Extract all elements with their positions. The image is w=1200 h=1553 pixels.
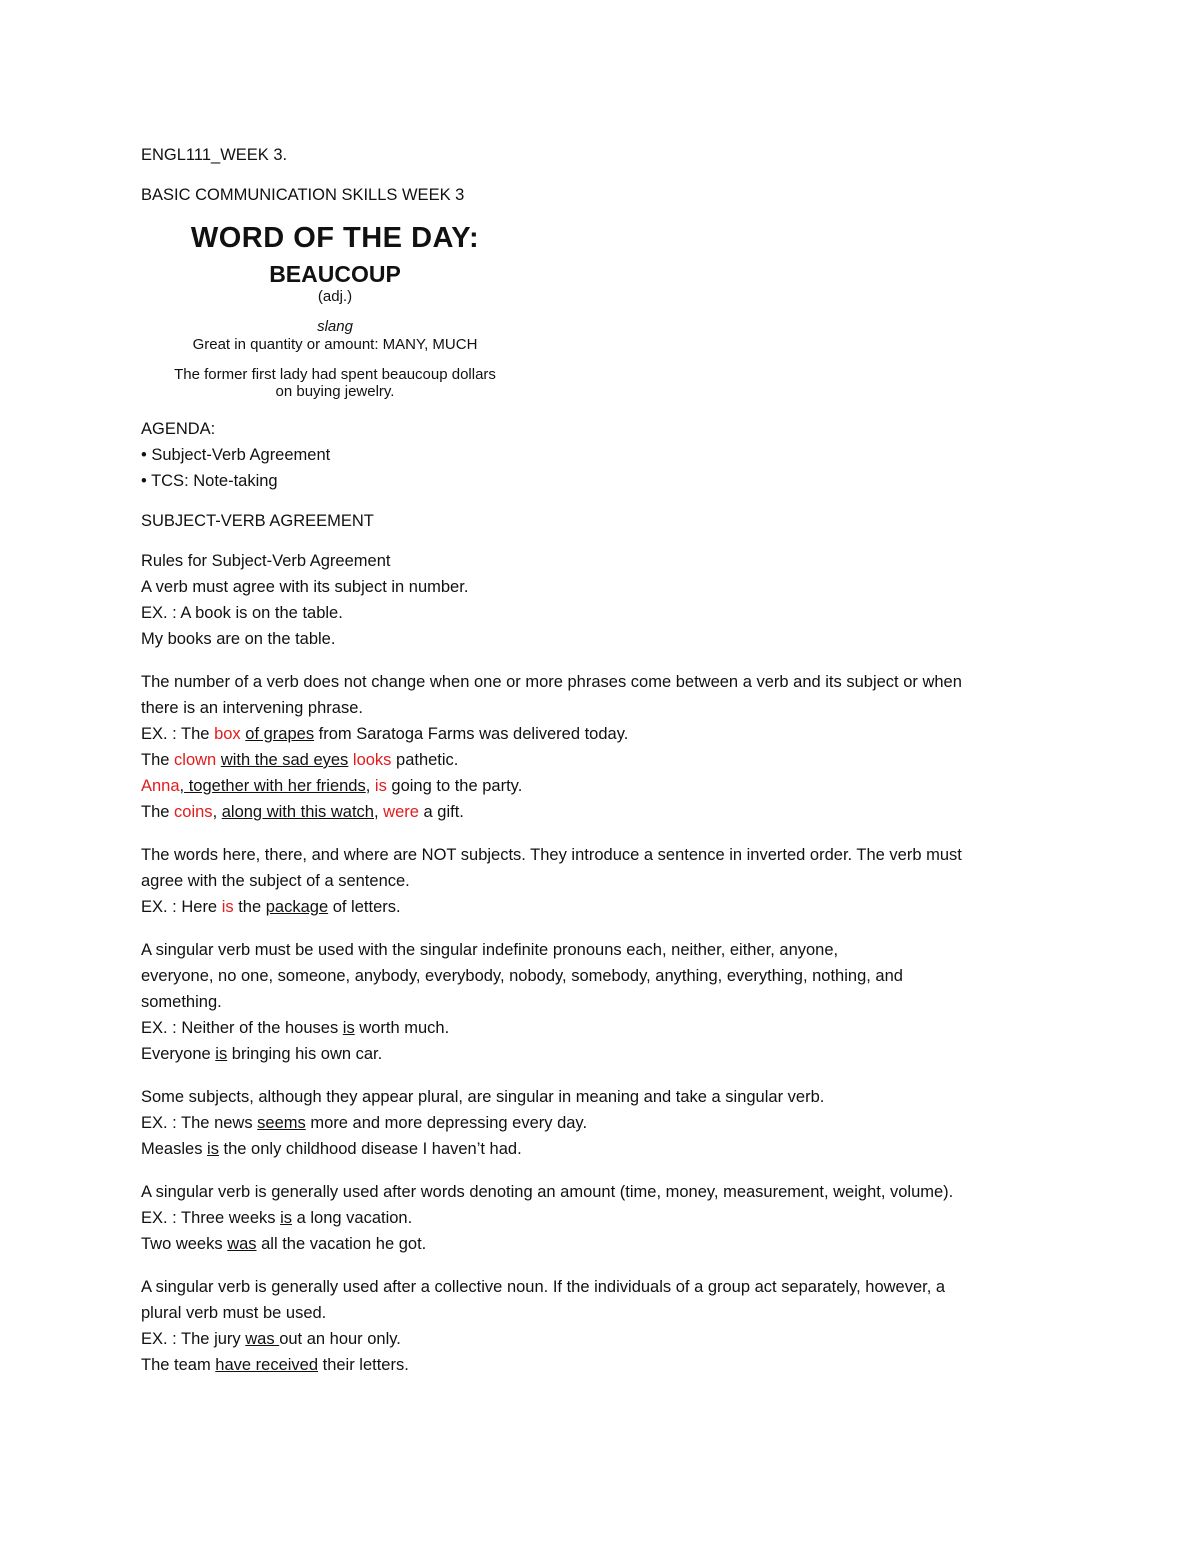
wotd-register: slang <box>317 318 353 335</box>
rule3-text: The words here, there, and where are NOT subjects. They introduce a sentence in inverted order. The verb must <box>141 846 962 864</box>
rule2-example: Anna, together with her friends, is going to the party. <box>141 777 523 795</box>
rule3-text: agree with the subject of a sentence. <box>141 872 410 890</box>
rule6-example: Two weeks was all the vacation he got. <box>141 1235 427 1253</box>
doc-subtitle: BASIC COMMUNICATION SKILLS WEEK 3 <box>141 186 465 204</box>
agenda-item: • Subject-Verb Agreement <box>141 446 331 464</box>
wotd-heading: WORD OF THE DAY: <box>190 222 480 254</box>
rules-heading: Rules for Subject-Verb Agreement <box>141 552 391 570</box>
rule2-text: The number of a verb does not change when one or more phrases come between a verb and its subject or when <box>141 673 962 691</box>
rule2-example: The coins, along with this watch, were a gift. <box>141 803 464 821</box>
wotd-example-line2: on buying jewelry. <box>275 383 395 400</box>
rule2-example: EX. : The box of grapes from Saratoga Farms was delivered today. <box>141 725 629 743</box>
rule7-example: The team have received their letters. <box>141 1356 409 1374</box>
rule4-example: EX. : Neither of the houses is worth much. <box>141 1019 450 1037</box>
rule3-example: EX. : Here is the package of letters. <box>141 898 401 916</box>
doc-title: ENGL111_WEEK 3. <box>141 146 288 164</box>
wotd-example-line1: The former first lady had spent beaucoup dollars <box>174 366 496 383</box>
word-of-the-day-graphic <box>145 220 525 400</box>
rule2-example: The clown with the sad eyes looks pathetic. <box>141 751 459 769</box>
wotd-word: BEAUCOUP <box>269 261 401 287</box>
agenda-item: • TCS: Note-taking <box>141 472 278 490</box>
rule1-example: EX. : A book is on the table. <box>141 604 343 622</box>
rule4-text: something. <box>141 993 222 1011</box>
rule4-text: A singular verb must be used with the singular indefinite pronouns each, neither, either, anyone, <box>141 941 839 959</box>
rule6-example: EX. : Three weeks is a long vacation. <box>141 1209 413 1227</box>
document-body <box>141 142 1061 1378</box>
rule4-text: everyone, no one, someone, anybody, everybody, nobody, somebody, anything, everything, nothing, and <box>141 967 903 985</box>
rule5-text: Some subjects, although they appear plural, are singular in meaning and take a singular verb. <box>141 1088 825 1106</box>
agenda-heading: AGENDA: <box>141 420 216 438</box>
rule1-text: A verb must agree with its subject in number. <box>141 578 469 596</box>
rule5-example: EX. : The news seems more and more depressing every day. <box>141 1114 588 1132</box>
rule5-example: Measles is the only childhood disease I haven’t had. <box>141 1140 522 1158</box>
rule1-example: My books are on the table. <box>141 630 336 648</box>
rule2-text: there is an intervening phrase. <box>141 699 363 717</box>
rule7-text: plural verb must be used. <box>141 1304 327 1322</box>
rule6-text: A singular verb is generally used after words denoting an amount (time, money, measurement, weight, volume). <box>141 1183 954 1201</box>
rule7-example: EX. : The jury was out an hour only. <box>141 1330 401 1348</box>
rule7-text: A singular verb is generally used after a collective noun. If the individuals of a group act separately, however, a <box>141 1278 946 1296</box>
rule4-example: Everyone is bringing his own car. <box>141 1045 383 1063</box>
section-heading: SUBJECT-VERB AGREEMENT <box>141 512 374 530</box>
wotd-definition: Great in quantity or amount: MANY, MUCH <box>192 336 478 353</box>
wotd-part-of-speech: (adj.) <box>317 288 353 305</box>
